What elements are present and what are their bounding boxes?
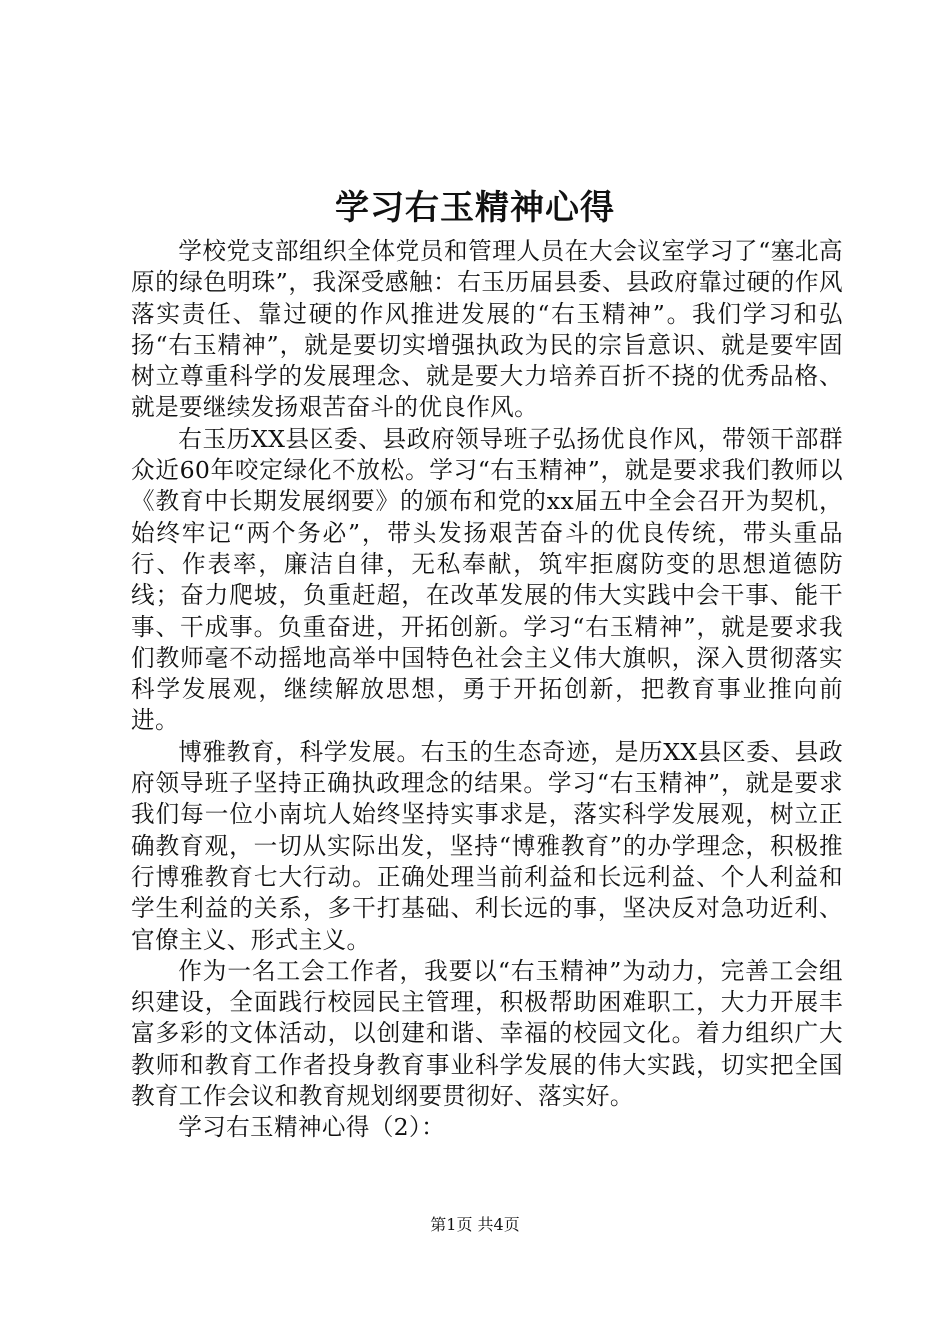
paragraph: 作为一名工会工作者，我要以“右玉精神”为动力，完善工会组织建设，全面践行校园民主管理，积极帮助困难职工，大力开展丰富多彩的文体活动，以创建和谐、幸福的校园文化。着力组织广大教师和教育工作者投身教育事业科学发展的伟大实践，切实把全国教育工作会议和教育规划纲要贯彻好、落实好。 xyxy=(131,956,843,1111)
paragraph: 右玉历XX县区委、县政府领导班子弘扬优良作风，带领干部群众近60年咬定绿化不放松。学习“右玉精神”，就是要求我们教师以《教育中长期发展纲要》的颁布和党的xx届五中全会召开为契机，始终牢记“两个务必”，带头发扬艰苦奋斗的优良传统，带头重品行、作表率，廉洁自律，无私奉献，筑牢拒腐防变的思想道德防线；奋力爬坡，负重赶超，在改革发展的伟大实践中会干事、能干事、干成事。负重奋进，开拓创新。学习“右玉精神”，就是要求我们教师毫不动摇地高举中国特色社会主义伟大旗帜，深入贯彻落实科学发展观，继续解放思想，勇于开拓创新，把教育事业推向前进。 xyxy=(131,424,843,735)
paragraph: 学校党支部组织全体党员和管理人员在大会议室学习了“塞北高原的绿色明珠”，我深受感触：右玉历届县委、县政府靠过硬的作风落实责任、靠过硬的作风推进发展的“右玉精神”。我们学习和弘扬“右玉精神”，就是要切实增强执政为民的宗旨意识、就是要牢固树立尊重科学的发展理念、就是要大力培养百折不挠的优秀品格、就是要继续发扬艰苦奋斗的优良作风。 xyxy=(131,237,843,422)
paragraph: 博雅教育，科学发展。右玉的生态奇迹，是历XX县区委、县政府领导班子坚持正确执政理念的结果。学习“右玉精神”，就是要求我们每一位小南坑人始终坚持实事求是，落实科学发展观，树立正确教育观，一切从实际出发，坚持“博雅教育”的办学理念，积极推行博雅教育七大行动。正确处理当前利益和长远利益、个人利益和学生利益的关系，多干打基础、利长远的事，坚决反对急功近利、官僚主义、形式主义。 xyxy=(131,737,843,954)
paragraph: 学习右玉精神心得（2）： xyxy=(178,1113,446,1142)
page-footer: 第1页 共4页 xyxy=(430,1215,520,1234)
document-title: 学习右玉精神心得 xyxy=(335,188,615,228)
document-body xyxy=(131,236,843,1144)
